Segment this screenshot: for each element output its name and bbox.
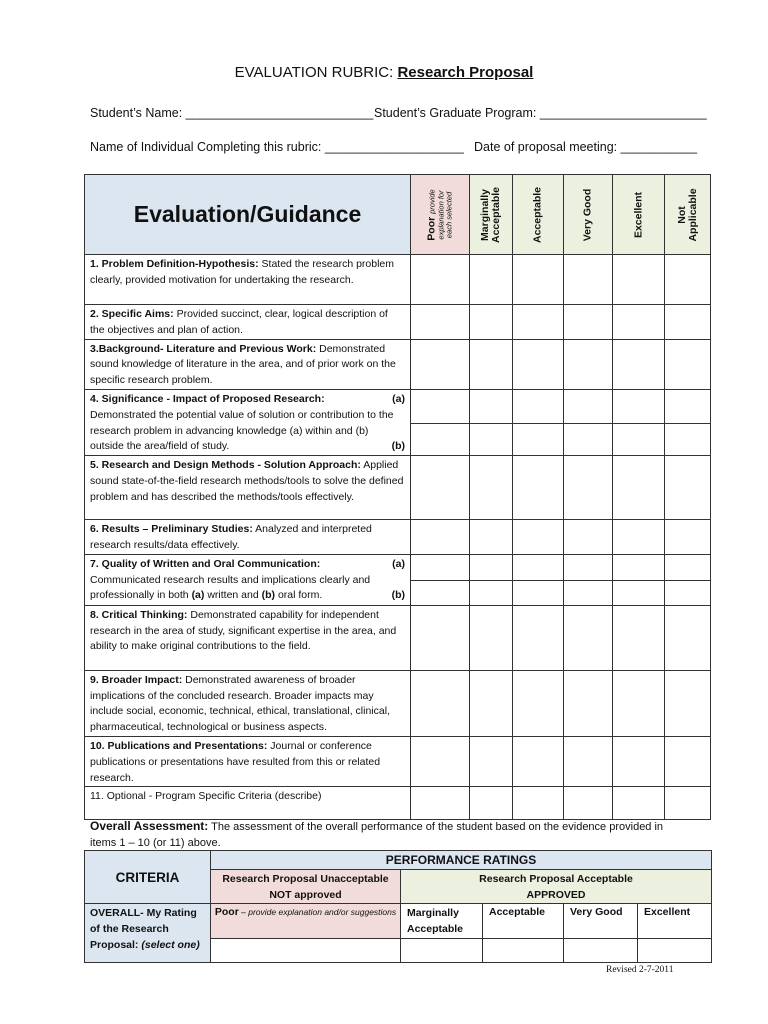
criterion-5-text: Applied sound state-of-the-field research methods/tools to solve the defined problem and has described the methods/tools effectively. — [90, 459, 404, 503]
criterion-2-title: 2. Specific Aims: — [90, 308, 174, 320]
rating-cell[interactable] — [564, 670, 613, 736]
criterion-row-3 — [85, 339, 711, 389]
criterion-7-text-3: oral form. — [275, 589, 323, 602]
rating-cell[interactable] — [613, 787, 665, 820]
rating-cell[interactable] — [665, 670, 711, 736]
rating-cell[interactable] — [411, 605, 470, 670]
select-poor-cell[interactable] — [211, 939, 401, 963]
criterion-4 — [85, 389, 411, 455]
criterion-9-text: Demonstrated awareness of broader implications of the concluded research. Broader impacts may include social, economic, technical, ethical, translational, clinical, pharmaceutical, technological or business aspects. — [90, 673, 390, 734]
rating-cell[interactable] — [411, 305, 470, 340]
rating-cell[interactable] — [513, 456, 564, 520]
rating-cell[interactable] — [665, 736, 711, 786]
column-poor-label: Poor — [425, 216, 438, 241]
criterion-3 — [85, 339, 411, 389]
column-na-2: Applicable — [686, 187, 699, 242]
criterion-9 — [85, 670, 411, 736]
criterion-5 — [85, 456, 411, 520]
overall-rating-label — [85, 904, 211, 963]
rating-cell-split[interactable] — [613, 554, 665, 605]
rating-cell[interactable] — [411, 670, 470, 736]
criterion-7-oral-marker: (b) — [261, 589, 276, 602]
rating-cell[interactable] — [470, 605, 513, 670]
criterion-3-title: 3.Background- Literature and Previous Work: — [90, 342, 317, 355]
rating-cell[interactable] — [513, 520, 564, 555]
title-prefix: EVALUATION RUBRIC: — [234, 64, 398, 81]
rating-cell[interactable] — [665, 520, 711, 555]
column-poor-note-2: explanation for — [436, 189, 446, 240]
rating-cell[interactable] — [564, 339, 613, 389]
rating-cell[interactable] — [470, 520, 513, 555]
criterion-9-title: 9. Broader Impact: — [90, 673, 183, 686]
rating-cell[interactable] — [411, 520, 470, 555]
rating-cell-split[interactable] — [564, 554, 613, 605]
rating-marginally-acceptable: Marginally Acceptable — [401, 904, 483, 939]
rating-cell-split[interactable] — [564, 389, 613, 455]
rating-cell[interactable] — [470, 456, 513, 520]
rating-cell-split[interactable] — [411, 389, 470, 455]
rating-cell[interactable] — [470, 305, 513, 340]
criterion-10-title: 10. Publications and Presentations: — [90, 739, 268, 752]
criterion-1-title: 1. Problem Definition-Hypothesis: — [90, 258, 259, 270]
criterion-8-title: 8. Critical Thinking: — [90, 608, 188, 621]
column-excellent — [613, 175, 665, 255]
performance-ratings-table — [84, 850, 712, 963]
rating-cell-split[interactable] — [470, 389, 513, 455]
title-main: Research Proposal — [397, 64, 534, 81]
revision-date: Revised 2-7-2011 — [606, 965, 674, 975]
criterion-7-b-marker: (b) — [391, 589, 405, 602]
criterion-3-text: Demonstrated sound knowledge of literature in the area, and of prior work on the specific research problem. — [90, 342, 396, 387]
rating-cell-split[interactable] — [665, 389, 711, 455]
rating-cell[interactable] — [564, 456, 613, 520]
criterion-4-title: 4. Significance - Impact of Proposed Research: — [90, 392, 325, 405]
rating-cell-split[interactable] — [513, 554, 564, 605]
rating-cell[interactable] — [613, 605, 665, 670]
column-very-good-label: Very Good — [581, 188, 594, 241]
column-na-1: Not — [675, 205, 688, 224]
select-marginally-cell[interactable] — [401, 939, 483, 963]
performance-header-row — [85, 851, 712, 870]
column-marginal-2: Acceptable — [490, 186, 502, 243]
select-acceptable-cell[interactable] — [483, 939, 564, 963]
criterion-1-text: Stated the research problem clearly, provided motivation for undertaking the research. — [90, 258, 395, 286]
rating-cell[interactable] — [665, 305, 711, 340]
rating-cell[interactable] — [564, 305, 613, 340]
rating-cell[interactable] — [665, 787, 711, 820]
unacceptable-line-2: NOT approved — [269, 889, 342, 901]
overall-assessment — [90, 818, 690, 851]
rating-cell[interactable] — [411, 339, 470, 389]
rating-cell[interactable] — [470, 670, 513, 736]
rating-cell-split[interactable] — [613, 389, 665, 455]
rating-cell-split[interactable] — [411, 554, 470, 605]
rating-cell[interactable] — [470, 787, 513, 820]
select-very-good-cell[interactable] — [564, 939, 638, 963]
rubric-heading: Evaluation/Guidance — [85, 175, 411, 255]
rating-excellent: Excellent — [638, 904, 712, 939]
criterion-4-a-marker: (a) — [392, 392, 405, 405]
rating-cell[interactable] — [411, 787, 470, 820]
column-excellent-label: Excellent — [631, 191, 644, 238]
meeting-date-field[interactable]: Date of proposal meeting: ___________ — [474, 140, 698, 154]
criterion-row-11 — [85, 787, 711, 820]
criterion-11: 11. Optional - Program Specific Criteria (describe) — [85, 787, 411, 820]
rating-very-good: Very Good — [564, 904, 638, 939]
criterion-10 — [85, 736, 411, 786]
rating-cell[interactable] — [613, 305, 665, 340]
criterion-row-5 — [85, 456, 711, 520]
criterion-7-written-marker: (a) — [191, 589, 205, 602]
rating-cell[interactable] — [665, 339, 711, 389]
criterion-8 — [85, 605, 411, 670]
criterion-row-7 — [85, 554, 711, 605]
column-marginal-1: Marginally — [478, 188, 491, 241]
document-title — [0, 64, 768, 81]
column-acceptable — [513, 175, 564, 255]
column-not-applicable — [665, 175, 711, 255]
criterion-7-text-2: written and — [204, 589, 262, 602]
rating-cell[interactable] — [564, 736, 613, 786]
unacceptable-line-1: Research Proposal Unacceptable — [222, 873, 389, 885]
criterion-row-2 — [85, 305, 711, 340]
acceptable-group — [401, 870, 712, 904]
criterion-row-6 — [85, 520, 711, 555]
rating-cell[interactable] — [564, 787, 613, 820]
rating-cell[interactable] — [470, 736, 513, 786]
column-poor-note-3: each selected — [444, 191, 454, 238]
criterion-6-title: 6. Results – Preliminary Studies: — [90, 523, 253, 536]
criterion-8-text: Demonstrated capability for independent research in the area of study, significant expertise in the area, and ability to make original contributions to the field. — [90, 608, 397, 653]
rating-cell[interactable] — [613, 339, 665, 389]
overall-assessment-label: Overall Assessment: — [90, 819, 209, 833]
column-very-good — [564, 175, 613, 255]
column-acceptable-label: Acceptable — [531, 186, 544, 243]
criterion-row-10 — [85, 736, 711, 786]
column-poor-note-1: provide — [427, 188, 437, 214]
rating-cell[interactable] — [613, 255, 665, 305]
rating-cell[interactable] — [470, 339, 513, 389]
criteria-heading: CRITERIA — [85, 851, 211, 904]
rating-poor-label: Poor — [214, 906, 239, 918]
rating-cell[interactable] — [513, 670, 564, 736]
criterion-6-text: Analyzed and interpreted research results/data effectively. — [90, 523, 372, 551]
criterion-4-text: Demonstrated the potential value of solution or contribution to the research problem in advancing knowledge (a) within and (b) outside the area/field of study. — [90, 408, 394, 453]
performance-ratings-heading: PERFORMANCE RATINGS — [211, 851, 712, 870]
unacceptable-group — [211, 870, 401, 904]
rating-cell[interactable] — [513, 305, 564, 340]
column-poor — [411, 175, 470, 255]
criterion-7-a-marker: (a) — [392, 557, 405, 570]
rating-cell[interactable] — [613, 736, 665, 786]
rating-cell-split[interactable] — [665, 554, 711, 605]
acceptable-line-1: Research Proposal Acceptable — [479, 873, 633, 885]
column-marginally-acceptable — [470, 175, 513, 255]
rating-acceptable: Acceptable — [483, 904, 564, 939]
criterion-row-1 — [85, 255, 711, 305]
criterion-7-title: 7. Quality of Written and Oral Communication: — [90, 557, 321, 570]
rating-cell[interactable] — [665, 456, 711, 520]
rating-cell[interactable] — [665, 255, 711, 305]
rating-cell-split[interactable] — [513, 389, 564, 455]
performance-options-row — [85, 904, 712, 939]
rating-poor — [211, 904, 401, 939]
rating-cell[interactable] — [513, 255, 564, 305]
overall-rating-text: OVERALL- My Rating of the Research Proposal: — [90, 907, 197, 951]
criterion-10-text: Journal or conference publications or presentations have resulted from this or related research. — [90, 739, 381, 784]
criterion-5-title: 5. Research and Design Methods - Solution Approach: — [90, 459, 361, 472]
criterion-row-8 — [85, 605, 711, 670]
rubric-table — [84, 174, 711, 820]
rating-cell[interactable] — [613, 670, 665, 736]
rating-cell[interactable] — [613, 456, 665, 520]
rating-cell[interactable] — [564, 255, 613, 305]
student-name-field[interactable]: Student’s Name: ___________________________ — [90, 106, 374, 120]
rating-cell[interactable] — [564, 605, 613, 670]
rating-cell[interactable] — [513, 339, 564, 389]
criterion-2 — [85, 305, 411, 340]
rating-cell[interactable] — [513, 787, 564, 820]
criterion-7-text-1: Communicated research results and implications clearly and professionally in both — [90, 573, 371, 602]
criterion-2-text: Provided succinct, clear, logical description of the objectives and plan of action. — [90, 308, 388, 336]
rating-cell[interactable] — [411, 255, 470, 305]
graduate-program-field[interactable]: Student’s Graduate Program: ________________________ — [374, 106, 707, 120]
rating-cell[interactable] — [411, 456, 470, 520]
rating-cell[interactable] — [613, 520, 665, 555]
rating-cell[interactable] — [513, 605, 564, 670]
criterion-7 — [85, 554, 411, 605]
rating-cell[interactable] — [470, 255, 513, 305]
rating-cell[interactable] — [513, 736, 564, 786]
criterion-row-4 — [85, 389, 711, 455]
criterion-row-9 — [85, 670, 711, 736]
criterion-1 — [85, 255, 411, 305]
rubric-header-row — [85, 175, 711, 255]
select-one-note: (select one) — [138, 939, 200, 951]
rating-cell[interactable] — [411, 736, 470, 786]
criterion-6 — [85, 520, 411, 555]
select-excellent-cell[interactable] — [638, 939, 712, 963]
rating-cell-split[interactable] — [470, 554, 513, 605]
acceptable-line-2: APPROVED — [526, 889, 586, 901]
rating-cell[interactable] — [564, 520, 613, 555]
criterion-4-b-marker: (b) — [391, 440, 405, 453]
overall-assessment-text: The assessment of the overall performance of the student based on the evidence provided in items 1 – 10 (or 11) above. — [90, 821, 664, 849]
rating-cell[interactable] — [665, 605, 711, 670]
rating-poor-note: – provide explanation and/or suggestions — [238, 907, 397, 917]
evaluator-name-field[interactable]: Name of Individual Completing this rubric: ____________________ — [90, 140, 464, 154]
